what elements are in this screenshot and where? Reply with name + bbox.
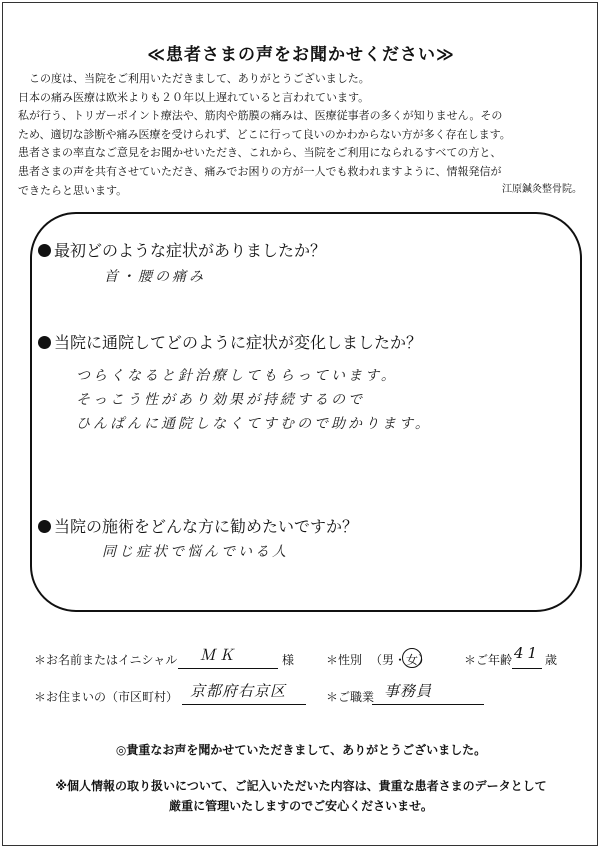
- age-label: ＊ご年齢: [464, 653, 513, 667]
- intro-line: 患者さまの率直なご意見をお聞かせいただき、これから、当院をご利用になられるすべての方と、: [18, 146, 502, 160]
- answer-2-line: ひんぱんに通院しなくてすむので助かります。: [76, 416, 432, 432]
- answer-2-line: そっこう性があり効果が持続するので: [76, 392, 365, 408]
- intro-line: ため、適切な診断や痛み医療を受けられず、どこに行って良いのかわからない方が多く存在します。: [18, 127, 511, 141]
- intro-line: この度は、当院をご利用いただきまして、ありがとうございました。: [29, 72, 370, 85]
- thanks-message: ◎貴重なお声を聞かせていただきまして、ありがとうございました。: [115, 743, 487, 757]
- question-2-label: 当院に通院してどのように症状が変化しましたか？: [54, 333, 423, 352]
- job-value: 事務員: [384, 682, 433, 700]
- name-suffix: 様: [282, 653, 295, 667]
- intro-line: できたらと思います。: [18, 183, 128, 197]
- question-1-label: 最初どのような症状がありましたか？: [54, 241, 327, 260]
- privacy-line: 厳重に管理いたしますのでご安心くださいませ。: [169, 799, 433, 813]
- intro-line: 日本の痛み医療は欧米よりも２０年以上遅れていると言われています。: [18, 90, 370, 104]
- age-underline: [512, 668, 542, 669]
- privacy-line: ※個人情報の取り扱いについて、ご記入いただいた内容は、貴重な患者さまのデータとして: [55, 779, 547, 793]
- gender-options: （男・女）: [370, 653, 431, 667]
- bullet-icon: [38, 336, 51, 349]
- name-underline: [178, 668, 278, 669]
- age-value: 41: [514, 644, 542, 662]
- address-underline: [182, 704, 306, 705]
- intro-line: 患者さまの声を共有させていただき、痛みでお困りの方が一人でも救われますように、情報発信が: [18, 164, 502, 178]
- intro-text: [18, 70, 586, 200]
- answer-1-line: 首・腰の痛み: [104, 269, 206, 285]
- gender-selected-circle: [402, 648, 422, 668]
- address-value: 京都府右京区: [190, 682, 287, 700]
- job-underline: [372, 704, 484, 705]
- question-1: [38, 238, 326, 261]
- address-label: ＊お住まいの（市区町村）: [34, 690, 179, 704]
- privacy-note: [0, 776, 602, 816]
- name-label: ＊お名前またはイニシャル: [34, 653, 178, 667]
- answer-3-line: 同じ症状で悩んでいる人: [102, 544, 289, 560]
- question-2: [38, 330, 422, 353]
- name-value: ＭＫ: [200, 646, 239, 664]
- bullet-icon: [38, 244, 51, 257]
- question-3: [38, 514, 358, 537]
- bullet-icon: [38, 520, 51, 533]
- page-title: ≪患者さまの声をお聞かせください≫: [147, 45, 455, 65]
- gender-label: ＊性別: [326, 653, 363, 667]
- age-suffix: 歳: [545, 653, 558, 667]
- intro-line: 私が行う、トリガーポイント療法や、筋肉や筋膜の痛みは、医療従事者の多くが知りません。その: [18, 109, 503, 123]
- job-label: ＊ご職業: [326, 690, 375, 704]
- question-3-label: 当院の施術をどんな方に勧めたいですか？: [54, 517, 359, 536]
- clinic-signature: 江原鍼灸整骨院。: [502, 184, 582, 195]
- answer-2-line: つらくなると針治療してもらっています。: [76, 368, 398, 384]
